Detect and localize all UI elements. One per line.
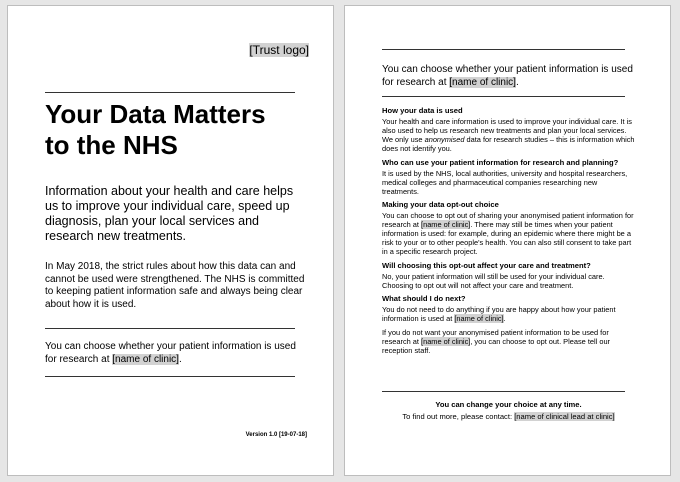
- clinic-placeholder: [name of clinic]: [112, 353, 179, 365]
- text-run: If you do not want your anonymised patient information to be used for research at: [382, 327, 609, 346]
- page-title: [45, 99, 266, 161]
- page-1: [7, 5, 334, 476]
- text-run: , you can choose to opt out. Please tell our reception staff.: [382, 336, 611, 355]
- page-2: [344, 5, 671, 476]
- section-text-next-steps-1: [382, 305, 636, 323]
- change-choice-statement: You can change your choice at any time.: [435, 400, 582, 409]
- section-text-affect-care: No, your patient information will still be used for your individual care. Choosing to opt out will not affect your care and treatment.: [382, 271, 605, 290]
- info-sections: [382, 106, 636, 359]
- trust-logo-text: [Trust logo]: [249, 43, 309, 57]
- divider: [45, 92, 295, 93]
- choose-statement: [45, 341, 307, 366]
- choose-text: You can choose whether your patient information is used for research at: [382, 64, 633, 88]
- section-text-how-data-used: [382, 117, 636, 153]
- divider: [45, 328, 295, 329]
- section-heading-how-data-used: How your data is used: [382, 106, 463, 115]
- text-run: You can choose to opt out of sharing your anonymised patient information for research at: [382, 211, 634, 229]
- section-heading-affect-care: Will choosing this opt-out affect your care and treatment?: [382, 260, 591, 270]
- body-paragraph: In May 2018, the strict rules about how this data can and cannot be used were strengthened. The NHS is committed to keeping patient information safe and always being clear about how it is used.: [45, 261, 305, 310]
- divider: [382, 391, 625, 392]
- section-text-who-can-use: It is used by the NHS, local authorities, university and hospital researchers, medical colleges and pharmaceutical companies researching new treatments.: [382, 168, 628, 196]
- contact-line: [365, 412, 652, 421]
- text-run: You do not need to do anything if you are happy about how your patient information is used at: [382, 305, 616, 323]
- section-text-opt-out-choice: [382, 211, 636, 256]
- choose-statement: [382, 64, 644, 89]
- section-heading-who-can-use: Who can use your patient information for research and planning?: [382, 157, 619, 167]
- section-text-next-steps-2: [382, 328, 636, 355]
- clinic-placeholder: [name of clinic]: [421, 220, 471, 229]
- clinical-lead-placeholder: [name of clinical lead at clinic]: [514, 412, 615, 421]
- divider: [382, 96, 625, 97]
- divider: [382, 49, 625, 50]
- title-line-2: to the NHS: [45, 130, 178, 160]
- section-heading-next-steps: What should I do next?: [382, 294, 466, 303]
- text-run: . There may still be times when your patient information is used: for example, during an epidemic where there might be a risk to your or to other people's health. You can also still consent to take part in a specific research project.: [382, 220, 632, 256]
- text-run: data for research studies – this is information which does not identify you.: [382, 135, 635, 153]
- emphasis: anonymised: [424, 135, 465, 144]
- clinic-placeholder: [name of clinic]: [421, 336, 471, 346]
- choose-end: .: [515, 76, 519, 88]
- text-run: Your health and care information is used to improve your individual care. It is also used to help us research new treatments and plan your local services. We only use: [382, 117, 632, 144]
- trust-logo-placeholder: [249, 43, 309, 57]
- contact-text: To find out more, please contact:: [402, 412, 515, 421]
- lead-paragraph: Information about your health and care helps us to improve your individual care, speed up diagnosis, plan your local services and research new treatments.: [45, 184, 294, 243]
- choose-end: .: [178, 353, 182, 365]
- choose-text: You can choose whether your patient information is used for research at: [45, 341, 296, 365]
- text-run: .: [503, 314, 506, 323]
- clinic-placeholder: [name of clinic]: [454, 314, 504, 323]
- version-label: Version 1.0 [19-07-18]: [245, 432, 307, 438]
- divider: [45, 376, 295, 377]
- clinic-placeholder: [name of clinic]: [449, 76, 516, 88]
- title-line-1: Your Data Matters: [45, 99, 266, 129]
- section-heading-opt-out-choice: Making your data opt-out choice: [382, 200, 499, 209]
